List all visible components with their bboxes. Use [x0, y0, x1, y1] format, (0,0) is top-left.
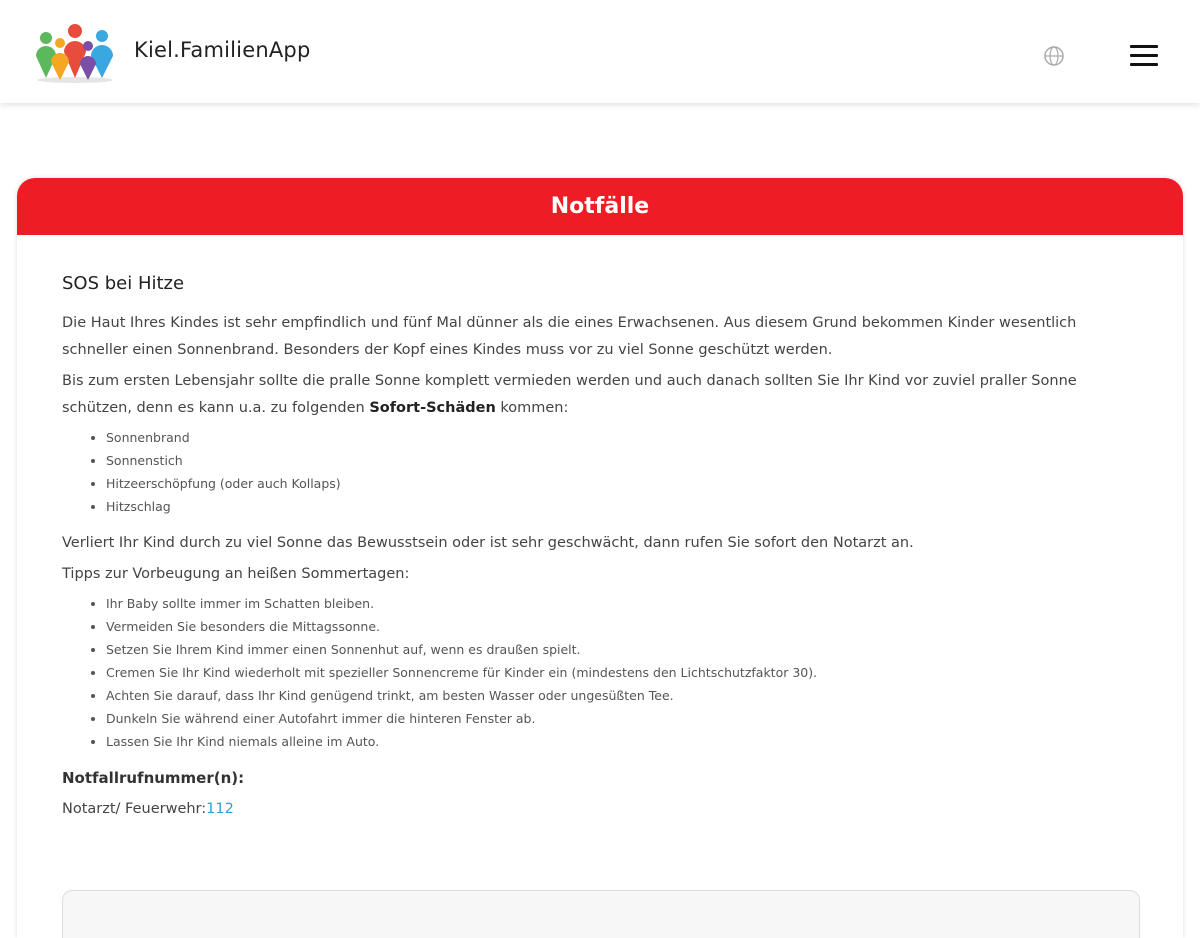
paragraph: Bis zum ersten Lebensjahr sollte die pralle Sonne komplett vermieden werden und auch danach sollten Sie Ihr Kind vor zuviel praller Sonne schützen, denn es kann u.a. zu folgenden Sofort-Schäden kommen: — [62, 373, 1077, 416]
paragraph: Die Haut Ihres Kindes ist sehr empfindlich und fünf Mal dünner als die eines Erwachsenen. Aus diesem Grund bekommen Kinder wesentlich schneller einen Sonnenbrand. Besonders der Kopf eines Kindes muss vor zu viel Sonne geschützt werden. — [62, 315, 1077, 358]
app-logo[interactable] — [34, 22, 116, 84]
list-item: • Vermeiden Sie besonders die Mittagssonne. — [106, 615, 1138, 638]
list-item: • Lassen Sie Ihr Kind niemals alleine im Auto. — [106, 730, 1138, 753]
list-item: • Cremen Sie Ihr Kind wiederholt mit spezieller Sonnencreme für Kinder ein (mindestens den Lichtschutzfaktor 30). — [106, 661, 1138, 684]
paragraph: Tipps zur Vorbeugung an heißen Sommertagen: — [62, 566, 410, 582]
emergency-card — [17, 178, 1183, 938]
list-item: • Setzen Sie Ihrem Kind immer einen Sonnenhut auf, wenn es draußen spielt. — [106, 638, 1138, 661]
emergency-number-row: Notarzt/ Feuerwehr:112 — [62, 801, 234, 817]
card-title: Notfälle — [17, 178, 1183, 235]
app-title: Kiel.FamilienApp — [134, 38, 311, 62]
section-heading: SOS bei Hitze — [62, 273, 185, 294]
emergency-numbers-heading: Notfallrufnummer(n): — [62, 769, 245, 787]
sub-panel — [62, 890, 1140, 938]
paragraph: Verliert Ihr Kind durch zu viel Sonne das Bewusstsein oder ist sehr geschwächt, dann rufen Sie sofort den Notarzt an. — [62, 535, 914, 551]
list-item: • Ihr Baby sollte immer im Schatten bleiben. — [106, 592, 1138, 615]
list-item: • Achten Sie darauf, dass Ihr Kind genügend trinkt, am besten Wasser oder ungesüßten Tee. — [106, 684, 1138, 707]
globe-icon[interactable] — [1043, 45, 1065, 67]
hamburger-menu-icon[interactable] — [1130, 45, 1158, 67]
list-item: • Sonnenbrand — [106, 426, 1138, 449]
damage-list — [62, 426, 1138, 518]
tips-list — [62, 592, 1138, 753]
list-item: • Sonnenstich — [106, 449, 1138, 472]
app-header — [0, 0, 1200, 103]
list-item: • Dunkeln Sie während einer Autofahrt immer die hinteren Fenster ab. — [106, 707, 1138, 730]
list-item: • Hitzschlag — [106, 495, 1138, 518]
list-item: • Hitzeerschöpfung (oder auch Kollaps) — [106, 472, 1138, 495]
phone-link[interactable]: 112 — [206, 801, 234, 817]
